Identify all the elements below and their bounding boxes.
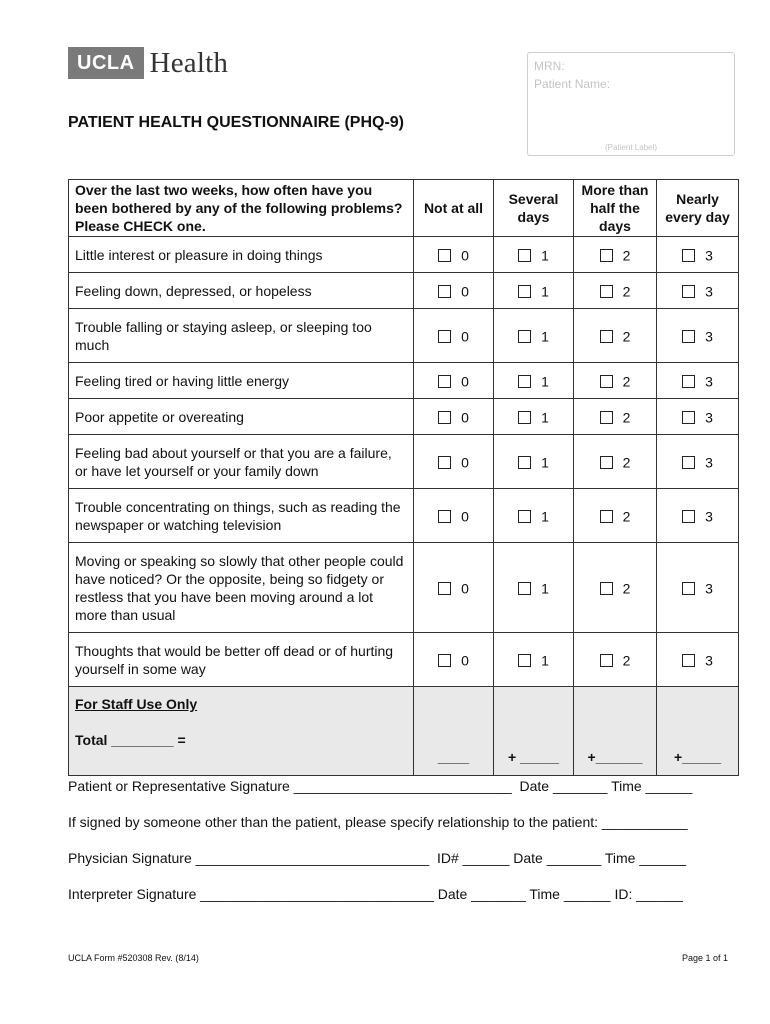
score-label: 3 [705,454,713,471]
checkbox[interactable] [682,582,695,595]
answer-option [494,309,574,363]
question-prompt: Over the last two weeks, how often have you been bothered by any of the following problems? Please CHECK one. [69,180,414,237]
column-header: Not at all [414,180,494,237]
answer-option [414,237,494,273]
table-row [69,435,739,489]
table-row [69,543,739,633]
score-label: 1 [541,508,549,525]
checkbox[interactable] [518,582,531,595]
checkbox[interactable] [438,330,451,343]
answer-option [414,273,494,309]
answer-option [494,273,574,309]
checkbox[interactable] [682,510,695,523]
answer-option [494,435,574,489]
column-header: More than half the days [574,180,657,237]
physician-signature-line[interactable]: Physician Signature ______________________________ ID# ______ Date _______ Time ______ [68,850,687,866]
checkbox[interactable] [682,375,695,388]
score-label: 3 [705,247,713,264]
score-label: 3 [705,409,713,426]
mrn-label: MRN: [534,59,565,73]
answer-option [414,435,494,489]
interpreter-signature-line[interactable]: Interpreter Signature ______________________________ Date _______ Time ______ ID: ______ [68,886,683,902]
answer-option [574,435,657,489]
answer-option [657,489,739,543]
answer-option [494,633,574,687]
logo-box: UCLA [68,47,144,79]
logo-word: Health [149,46,229,79]
checkbox[interactable] [518,330,531,343]
answer-option [574,237,657,273]
form-number: UCLA Form #520308 Rev. (8/14) [68,953,199,963]
answer-option [414,309,494,363]
answer-option [414,399,494,435]
question-text: Trouble concentrating on things, such as reading the newspaper or watching television [69,489,414,543]
score-label: 0 [461,373,469,390]
score-label: 3 [705,508,713,525]
checkbox[interactable] [518,249,531,262]
checkbox[interactable] [600,375,613,388]
checkbox[interactable] [600,510,613,523]
checkbox[interactable] [518,375,531,388]
answer-option [414,633,494,687]
checkbox[interactable] [682,330,695,343]
question-text: Feeling bad about yourself or that you are a failure, or have let yourself or your family down [69,435,414,489]
staff-use-row [69,687,739,776]
score-label: 0 [461,580,469,597]
table-row [69,489,739,543]
score-label: 1 [541,328,549,345]
checkbox[interactable] [600,330,613,343]
score-label: 2 [622,283,631,300]
checkbox[interactable] [518,654,531,667]
checkbox[interactable] [600,456,613,469]
checkbox[interactable] [438,249,451,262]
answer-option [414,489,494,543]
checkbox[interactable] [600,582,613,595]
answer-option [574,543,657,633]
checkbox[interactable] [438,375,451,388]
staff-cell [69,687,414,776]
checkbox[interactable] [600,285,613,298]
answer-option [574,273,657,309]
score-label: 3 [705,328,713,345]
question-text: Poor appetite or overeating [69,399,414,435]
checkbox[interactable] [682,456,695,469]
total-cell [574,687,657,776]
question-text: Thoughts that would be better off dead or of hurting yourself in some way [69,633,414,687]
answer-option [657,273,739,309]
answer-option [657,309,739,363]
score-label: 2 [622,247,631,264]
score-label: 1 [541,247,549,264]
total-blank[interactable]: ____ [437,749,470,765]
score-label: 1 [541,283,549,300]
answer-option [657,543,739,633]
phq9-table [68,179,739,776]
answer-option [574,363,657,399]
score-label: 2 [622,454,631,471]
score-label: 0 [461,247,469,264]
score-label: 1 [541,454,549,471]
score-label: 1 [541,373,549,390]
table-row [69,363,739,399]
score-label: 0 [461,652,469,669]
score-label: 1 [541,652,549,669]
total-cell [657,687,739,776]
total-blank[interactable]: +______ [587,749,643,765]
score-label: 2 [622,580,631,597]
checkbox[interactable] [682,411,695,424]
staff-use-title: For Staff Use Only [75,696,198,712]
checkbox[interactable] [438,456,451,469]
total-cell [414,687,494,776]
score-label: 0 [461,508,469,525]
score-label: 0 [461,409,469,426]
table-row [69,237,739,273]
table-row [69,273,739,309]
column-header: Several days [494,180,574,237]
score-label: 1 [541,580,549,597]
score-label: 2 [622,373,631,390]
table-header-row [69,180,739,237]
score-label: 2 [622,508,631,525]
checkbox[interactable] [518,285,531,298]
total-blank[interactable]: + _____ [508,749,559,765]
page-title: PATIENT HEALTH QUESTIONNAIRE (PHQ-9) [68,114,404,131]
checkbox[interactable] [600,411,613,424]
checkbox[interactable] [438,582,451,595]
answer-option [494,237,574,273]
question-text: Little interest or pleasure in doing things [69,237,414,273]
checkbox[interactable] [518,510,531,523]
answer-option [414,363,494,399]
checkbox[interactable] [438,411,451,424]
column-header: Nearly every day [657,180,739,237]
score-label: 0 [461,283,469,300]
answer-option [657,363,739,399]
answer-option [657,435,739,489]
answer-option [494,363,574,399]
patient-name-label: Patient Name: [534,77,611,91]
answer-option [657,237,739,273]
question-text: Feeling down, depressed, or hopeless [69,273,414,309]
checkbox[interactable] [600,249,613,262]
patient-label-caption: (Patient Label) [604,143,658,152]
score-label: 3 [705,373,713,390]
table-row [69,633,739,687]
total-label: Total ________ = [75,732,186,748]
score-label: 0 [461,454,469,471]
score-label: 2 [622,652,631,669]
answer-option [494,543,574,633]
answer-option [494,399,574,435]
answer-option [414,543,494,633]
score-label: 3 [705,652,713,669]
checkbox[interactable] [682,249,695,262]
table-row [69,309,739,363]
score-label: 2 [622,409,631,426]
total-blank[interactable]: +_____ [673,749,722,765]
answer-option [574,399,657,435]
checkbox[interactable] [518,456,531,469]
question-text: Trouble falling or staying asleep, or sleeping too much [69,309,414,363]
checkbox[interactable] [600,654,613,667]
score-label: 3 [705,580,713,597]
checkbox[interactable] [682,654,695,667]
score-label: 1 [541,409,549,426]
question-text: Moving or speaking so slowly that other people could have noticed? Or the opposite, being so fidgety or restless that you have been moving around a lot more than usual [69,543,414,633]
score-label: 0 [461,328,469,345]
answer-option [657,399,739,435]
patient-label-box [527,52,735,156]
patient-signature-line[interactable]: Patient or Representative Signature ____________________________ Date _______ Time ______ [68,778,693,794]
page-number: Page 1 of 1 [681,953,728,963]
ucla-health-logo [68,47,228,79]
answer-option [574,489,657,543]
answer-option [574,309,657,363]
question-text: Feeling tired or having little energy [69,363,414,399]
score-label: 2 [622,328,631,345]
total-cell [494,687,574,776]
answer-option [657,633,739,687]
answer-option [574,633,657,687]
checkbox[interactable] [518,411,531,424]
checkbox[interactable] [682,285,695,298]
answer-option [494,489,574,543]
table-row [69,399,739,435]
score-label: 3 [705,283,713,300]
relationship-line[interactable]: If signed by someone other than the patient, please specify relationship to the patient: ___________ [68,814,688,830]
checkbox[interactable] [438,510,451,523]
checkbox[interactable] [438,654,451,667]
checkbox[interactable] [438,285,451,298]
